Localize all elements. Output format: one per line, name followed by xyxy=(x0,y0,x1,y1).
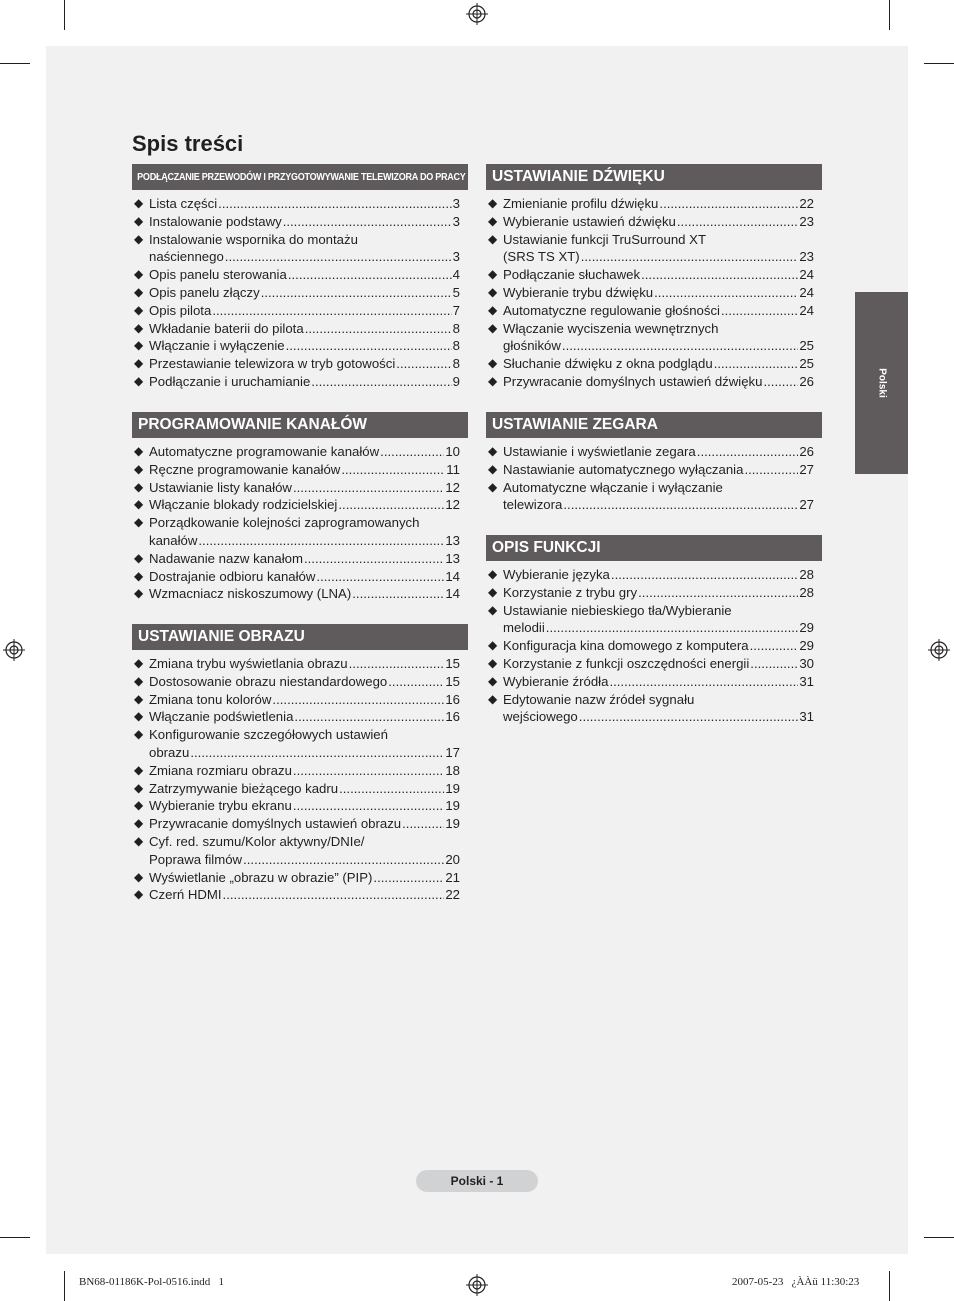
toc-entry-page: 14 xyxy=(445,568,460,584)
toc-entry xyxy=(134,443,468,461)
toc-entry xyxy=(134,815,468,833)
toc-entry-title: melodii xyxy=(503,620,545,636)
toc-entry-title: wejściowego xyxy=(503,709,578,725)
toc-entry-page: 17 xyxy=(445,744,460,760)
toc-entry-page: 28 xyxy=(799,567,814,582)
dot-leader xyxy=(609,673,798,691)
toc-entry-title: Nadawanie nazw kanałom xyxy=(149,550,303,566)
toc-entry-title: Włączanie blokady rodzicielskiej xyxy=(149,497,338,513)
diamond-bullet-icon: ◆ xyxy=(488,196,498,210)
section-clock xyxy=(486,412,822,514)
diamond-bullet-icon: ◆ xyxy=(488,479,498,494)
toc-entry-page: 18 xyxy=(445,762,460,778)
toc-entry-title: Przestawianie telewizora w tryb gotowości xyxy=(149,356,396,372)
toc-entry-page: 24 xyxy=(799,284,814,300)
dot-leader xyxy=(744,461,798,479)
toc-entry xyxy=(134,284,468,302)
dot-leader xyxy=(388,673,444,691)
dot-leader xyxy=(316,568,444,586)
toc-list xyxy=(132,195,468,391)
diamond-bullet-icon: ◆ xyxy=(134,196,144,210)
dot-leader xyxy=(611,566,798,584)
toc-entry xyxy=(134,496,468,514)
toc-entry xyxy=(134,708,468,726)
diamond-bullet-icon: ◆ xyxy=(488,655,498,670)
dot-leader xyxy=(272,691,444,709)
toc-entry-title: Instalowanie podstawy xyxy=(149,213,282,229)
diamond-bullet-icon: ◆ xyxy=(134,515,144,530)
toc-entry-page: 22 xyxy=(799,196,814,211)
diamond-bullet-icon: ◆ xyxy=(488,461,498,476)
dot-leader xyxy=(190,744,444,762)
toc-entry-title: Podłączanie i uruchamianie xyxy=(149,373,311,389)
toc-entry-title: Instalowanie wspornika do montażu xyxy=(149,231,358,247)
dot-leader xyxy=(212,302,451,320)
crop-mark xyxy=(0,63,30,64)
diamond-bullet-icon: ◆ xyxy=(488,673,498,688)
toc-entry-page: 20 xyxy=(445,851,460,867)
diamond-bullet-icon: ◆ xyxy=(134,709,144,724)
dot-leader xyxy=(218,195,451,213)
toc-entry xyxy=(134,514,468,550)
toc-entry-page: 19 xyxy=(445,798,460,814)
diamond-bullet-icon: ◆ xyxy=(488,267,498,282)
toc-entry-title: Automatyczne włączanie i wyłączanie xyxy=(503,479,723,495)
toc-entry xyxy=(134,726,468,762)
toc-list xyxy=(132,655,468,904)
toc-entry-page: 29 xyxy=(799,638,814,654)
toc-entry-title: Włączanie i wyłączenie xyxy=(149,338,285,354)
toc-entry-page: 24 xyxy=(799,302,814,318)
toc-entry xyxy=(488,195,822,213)
section-heading: OPIS FUNKCJI xyxy=(486,535,822,561)
toc-entry xyxy=(488,231,822,267)
registration-mark-icon xyxy=(466,1274,488,1296)
toc-entry xyxy=(488,602,822,638)
section-heading: USTAWIANIE OBRAZU xyxy=(132,624,468,650)
toc-entry-title: Dostosowanie obrazu niestandardowego xyxy=(149,673,388,689)
toc-entry xyxy=(134,320,468,338)
registration-mark-icon xyxy=(928,639,950,661)
crop-mark xyxy=(64,0,65,30)
toc-entry-title: Nastawianie automatycznego wyłączania xyxy=(503,461,744,477)
toc-entry-title: Zmiana rozmiaru obrazu xyxy=(149,762,292,778)
toc-entry-page: 19 xyxy=(445,816,460,832)
toc-entry-page: 3 xyxy=(452,249,460,265)
diamond-bullet-icon: ◆ xyxy=(488,284,498,299)
dot-leader xyxy=(225,248,452,266)
dot-leader xyxy=(697,443,799,461)
diamond-bullet-icon: ◆ xyxy=(134,762,144,777)
toc-entry xyxy=(134,780,468,798)
toc-entry-title: głośników xyxy=(503,338,561,354)
toc-entry-page: 30 xyxy=(799,655,814,671)
toc-entry-title: Cyf. red. szumu/Kolor aktywny/DNIe/ xyxy=(149,833,365,849)
section-sound xyxy=(486,164,822,391)
toc-entry-title: Konfigurowanie szczegółowych ustawień xyxy=(149,727,388,743)
toc-entry-title: Wyświetlanie „obrazu w obrazie” (PIP) xyxy=(149,869,373,885)
toc-entry-title: Zmiana trybu wyświetlania obrazu xyxy=(149,656,348,671)
side-tab-label: Polski xyxy=(876,368,887,398)
diamond-bullet-icon: ◆ xyxy=(134,320,144,335)
diamond-bullet-icon: ◆ xyxy=(488,567,498,581)
dot-leader xyxy=(283,213,452,231)
toc-entry xyxy=(134,655,468,673)
toc-entry-title: Poprawa filmów xyxy=(149,851,243,867)
toc-entry xyxy=(488,637,822,655)
crop-mark xyxy=(889,1271,890,1301)
dot-leader xyxy=(293,797,445,815)
dot-leader xyxy=(339,780,444,798)
toc-entry-page: 23 xyxy=(799,249,814,265)
toc-entry-page: 8 xyxy=(452,338,460,354)
toc-entry-title: Ręczne programowanie kanałów xyxy=(149,461,341,477)
diamond-bullet-icon: ◆ xyxy=(134,780,144,795)
section-heading: PROGRAMOWANIE KANAŁÓW xyxy=(132,412,468,438)
dot-leader xyxy=(641,266,798,284)
toc-entry xyxy=(134,231,468,267)
dot-leader xyxy=(293,479,444,497)
dot-leader xyxy=(373,869,444,887)
dot-leader xyxy=(677,213,798,231)
diamond-bullet-icon: ◆ xyxy=(134,568,144,583)
toc-entry xyxy=(488,320,822,356)
diamond-bullet-icon: ◆ xyxy=(488,444,498,458)
dot-leader xyxy=(638,584,798,602)
toc-entry-title: Przywracanie domyślnych ustawień obrazu xyxy=(149,816,402,832)
section-picture xyxy=(132,624,468,904)
dot-leader xyxy=(243,851,444,869)
diamond-bullet-icon: ◆ xyxy=(488,691,498,706)
toc-entry-page: 13 xyxy=(445,532,460,548)
toc-entry xyxy=(488,284,822,302)
toc-entry-title: (SRS TS XT) xyxy=(503,249,580,265)
crop-mark xyxy=(924,1237,954,1238)
dot-leader xyxy=(579,708,799,726)
toc-entry-title: obrazu xyxy=(149,744,190,760)
dot-leader xyxy=(402,815,444,833)
toc-entry-title: Korzystanie z funkcji oszczędności energii xyxy=(503,655,750,671)
dot-leader xyxy=(338,496,444,514)
toc-entry-page: 26 xyxy=(799,373,814,389)
toc-entry-title: Słuchanie dźwięku z okna podglądu xyxy=(503,356,713,372)
diamond-bullet-icon: ◆ xyxy=(134,798,144,813)
toc-entry xyxy=(488,302,822,320)
toc-entry xyxy=(488,673,822,691)
toc-entry xyxy=(488,461,822,479)
diamond-bullet-icon: ◆ xyxy=(488,213,498,228)
toc-entry xyxy=(134,479,468,497)
toc-entry xyxy=(488,355,822,373)
diamond-bullet-icon: ◆ xyxy=(134,869,144,884)
toc-entry xyxy=(134,691,468,709)
diamond-bullet-icon: ◆ xyxy=(134,267,144,282)
toc-entry-title: Dostrajanie odbioru kanałów xyxy=(149,568,316,584)
toc-entry-page: 7 xyxy=(452,302,460,318)
dot-leader xyxy=(293,762,444,780)
toc-entry xyxy=(488,213,822,231)
dot-leader xyxy=(294,708,444,726)
diamond-bullet-icon: ◆ xyxy=(488,584,498,599)
diamond-bullet-icon: ◆ xyxy=(134,302,144,317)
toc-entry-page: 3 xyxy=(452,196,460,211)
diamond-bullet-icon: ◆ xyxy=(488,602,498,617)
toc-entry-page: 9 xyxy=(452,373,460,389)
toc-entry-page: 25 xyxy=(799,338,814,354)
toc-entry-page: 5 xyxy=(452,284,460,300)
toc-entry-page: 8 xyxy=(452,320,460,336)
toc-entry-title: Wybieranie trybu ekranu xyxy=(149,798,292,814)
toc-entry-page: 26 xyxy=(799,444,814,459)
diamond-bullet-icon: ◆ xyxy=(488,320,498,335)
dot-leader xyxy=(563,496,798,514)
toc-entry-page: 15 xyxy=(445,673,460,689)
toc-entry-title: Ustawianie i wyświetlanie zegara xyxy=(503,444,696,459)
diamond-bullet-icon: ◆ xyxy=(134,497,144,512)
toc-entry-title: Automatyczne regulowanie głośności xyxy=(503,302,720,318)
diamond-bullet-icon: ◆ xyxy=(134,833,144,848)
diamond-bullet-icon: ◆ xyxy=(134,727,144,742)
dot-leader xyxy=(288,266,452,284)
toc-entry xyxy=(134,302,468,320)
toc-entry xyxy=(488,691,822,727)
toc-entry-title: Ustawianie funkcji TruSurround XT xyxy=(503,231,707,247)
toc-entry xyxy=(134,886,468,904)
toc-entry-page: 24 xyxy=(799,267,814,283)
toc-entry-title: Ustawianie niebieskiego tła/Wybieranie xyxy=(503,602,732,618)
toc-entry-page: 27 xyxy=(799,461,814,477)
toc-entry xyxy=(134,869,468,887)
toc-entry xyxy=(134,797,468,815)
diamond-bullet-icon: ◆ xyxy=(134,479,144,494)
diamond-bullet-icon: ◆ xyxy=(134,656,144,670)
diamond-bullet-icon: ◆ xyxy=(134,284,144,299)
toc-entry-page: 11 xyxy=(446,461,460,477)
diamond-bullet-icon: ◆ xyxy=(488,638,498,653)
toc-entry-page: 19 xyxy=(445,780,460,796)
toc-entry xyxy=(134,266,468,284)
toc-entry-title: Opis panelu złączy xyxy=(149,284,260,300)
diamond-bullet-icon: ◆ xyxy=(134,373,144,388)
toc-entry xyxy=(134,355,468,373)
diamond-bullet-icon: ◆ xyxy=(134,338,144,353)
dot-leader xyxy=(305,320,452,338)
dot-leader xyxy=(721,302,798,320)
dot-leader xyxy=(654,284,798,302)
toc-entry xyxy=(134,213,468,231)
toc-entry-title: Włączanie podświetlenia xyxy=(149,709,294,725)
diamond-bullet-icon: ◆ xyxy=(134,444,144,458)
toc-list xyxy=(486,443,822,514)
section-heading: USTAWIANIE ZEGARA xyxy=(486,412,822,438)
toc-entry-title: Czerń HDMI xyxy=(149,887,222,903)
diamond-bullet-icon: ◆ xyxy=(134,691,144,706)
toc-entry xyxy=(134,550,468,568)
toc-entry-title: Opis panelu sterowania xyxy=(149,267,287,283)
toc-entry-page: 10 xyxy=(445,444,460,459)
toc-entry-page: 15 xyxy=(445,656,460,671)
toc-list xyxy=(486,566,822,726)
toc-entry xyxy=(488,479,822,515)
crop-mark xyxy=(64,1271,65,1301)
toc-entry xyxy=(134,585,468,603)
toc-entry-title: Wybieranie źródła xyxy=(503,673,609,689)
diamond-bullet-icon: ◆ xyxy=(488,356,498,371)
page-number-badge: Polski - 1 xyxy=(416,1170,538,1192)
toc-entry-page: 16 xyxy=(445,691,460,707)
toc-entry xyxy=(488,566,822,584)
diamond-bullet-icon: ◆ xyxy=(134,586,144,601)
toc-entry xyxy=(134,461,468,479)
toc-entry xyxy=(134,373,468,391)
toc-entry-title: Wybieranie ustawień dźwięku xyxy=(503,213,676,229)
dot-leader xyxy=(659,195,798,213)
crop-mark xyxy=(924,63,954,64)
diamond-bullet-icon: ◆ xyxy=(488,231,498,246)
toc-entry-title: Automatyczne programowanie kanałów xyxy=(149,444,380,459)
toc-entry xyxy=(488,655,822,673)
toc-entry-title: Podłączanie słuchawek xyxy=(503,267,641,283)
toc-entry xyxy=(134,195,468,213)
toc-entry-page: 22 xyxy=(445,887,460,903)
language-side-tab xyxy=(855,292,908,474)
dot-leader xyxy=(311,373,451,391)
dot-leader xyxy=(750,637,799,655)
toc-entry-page: 8 xyxy=(452,356,460,372)
dot-leader xyxy=(750,655,798,673)
toc-entry-page: 25 xyxy=(799,356,814,372)
page-title: Spis treści xyxy=(132,131,244,156)
dot-leader xyxy=(223,886,445,904)
registration-mark-icon xyxy=(3,639,25,661)
dot-leader xyxy=(261,284,452,302)
toc-entry-title: Konfiguracja kina domowego z komputera xyxy=(503,638,749,654)
toc-entry xyxy=(488,373,822,391)
section-connections xyxy=(132,164,468,391)
toc-entry-title: Wybieranie trybu dźwięku xyxy=(503,284,654,300)
toc-entry xyxy=(134,762,468,780)
toc-entry-page: 14 xyxy=(445,586,460,602)
diamond-bullet-icon: ◆ xyxy=(488,373,498,388)
dot-leader xyxy=(341,461,445,479)
toc-entry-title: Opis pilota xyxy=(149,302,212,318)
dot-leader xyxy=(380,443,444,461)
diamond-bullet-icon: ◆ xyxy=(134,550,144,565)
toc-entry-page: 28 xyxy=(799,584,814,600)
toc-entry-title: Zmienianie profilu dźwięku xyxy=(503,196,659,211)
dot-leader xyxy=(763,373,798,391)
dot-leader xyxy=(304,550,444,568)
toc-entry-title: kanałów xyxy=(149,532,198,548)
dot-leader xyxy=(396,355,451,373)
toc-entry-title: Zatrzymywanie bieżącego kadru xyxy=(149,780,339,796)
dot-leader xyxy=(546,619,799,637)
toc-entry-page: 21 xyxy=(445,869,460,885)
print-slug-date: 2007-05-23 ¿ÀÀü 11:30:23 xyxy=(732,1276,860,1288)
section-channels xyxy=(132,412,468,603)
dot-leader xyxy=(562,337,798,355)
toc-entry-title: Korzystanie z trybu gry xyxy=(503,584,638,600)
toc-list xyxy=(486,195,822,391)
print-slug-file: BN68-01186K-Pol-0516.indd 1 xyxy=(79,1276,225,1288)
diamond-bullet-icon: ◆ xyxy=(134,816,144,831)
dot-leader xyxy=(714,355,799,373)
toc-entry-page: 31 xyxy=(799,709,814,725)
toc-entry-title: naściennego xyxy=(149,249,224,265)
registration-mark-icon xyxy=(466,3,488,25)
dot-leader xyxy=(286,337,452,355)
diamond-bullet-icon: ◆ xyxy=(134,213,144,228)
toc-entry-title: telewizora xyxy=(503,497,563,513)
dot-leader xyxy=(198,532,444,550)
toc-entry xyxy=(488,443,822,461)
dot-leader xyxy=(581,248,799,266)
dot-leader xyxy=(349,655,445,673)
toc-entry-title: Zmiana tonu kolorów xyxy=(149,691,272,707)
section-heading: PODŁĄCZANIE PRZEWODÓW I PRZYGOTOWYWANIE TELEWIZORA DO PRACY xyxy=(132,164,467,190)
diamond-bullet-icon: ◆ xyxy=(488,302,498,317)
toc-list xyxy=(132,443,468,603)
toc-entry-title: Wzmacniacz niskoszumowy (LNA) xyxy=(149,586,352,602)
dot-leader xyxy=(352,585,444,603)
diamond-bullet-icon: ◆ xyxy=(134,356,144,371)
section-heading: USTAWIANIE DŹWIĘKU xyxy=(486,164,822,190)
diamond-bullet-icon: ◆ xyxy=(134,673,144,688)
toc-entry-page: 3 xyxy=(452,213,460,229)
diamond-bullet-icon: ◆ xyxy=(134,231,144,246)
toc-entry-title: Włączanie wyciszenia wewnętrznych xyxy=(503,320,719,336)
toc-entry xyxy=(134,673,468,691)
toc-entry xyxy=(488,266,822,284)
crop-mark xyxy=(0,1237,30,1238)
diamond-bullet-icon: ◆ xyxy=(134,887,144,902)
section-functions xyxy=(486,535,822,726)
toc-entry xyxy=(488,584,822,602)
toc-entry-title: Lista części xyxy=(149,196,218,211)
crop-mark xyxy=(889,0,890,30)
toc-entry-page: 29 xyxy=(799,620,814,636)
toc-entry-page: 23 xyxy=(799,213,814,229)
toc-entry-title: Edytowanie nazw źródeł sygnału xyxy=(503,691,695,707)
toc-entry-page: 4 xyxy=(452,267,460,283)
toc-entry xyxy=(134,568,468,586)
toc-entry xyxy=(134,337,468,355)
toc-entry-page: 12 xyxy=(445,479,460,495)
toc-entry-title: Porządkowanie kolejności zaprogramowanych xyxy=(149,515,420,531)
toc-entry-page: 27 xyxy=(799,497,814,513)
toc-entry-page: 16 xyxy=(445,709,460,725)
diamond-bullet-icon: ◆ xyxy=(134,461,144,476)
toc-entry-title: Wkładanie baterii do pilota xyxy=(149,320,304,336)
toc-entry-page: 13 xyxy=(445,550,460,566)
toc-entry-title: Wybieranie języka xyxy=(503,567,610,582)
toc-entry-title: Ustawianie listy kanałów xyxy=(149,479,292,495)
toc-entry-page: 12 xyxy=(445,497,460,513)
toc-entry-title: Przywracanie domyślnych ustawień dźwięku xyxy=(503,373,763,389)
toc-entry-page: 31 xyxy=(799,673,814,689)
toc-entry xyxy=(134,833,468,869)
